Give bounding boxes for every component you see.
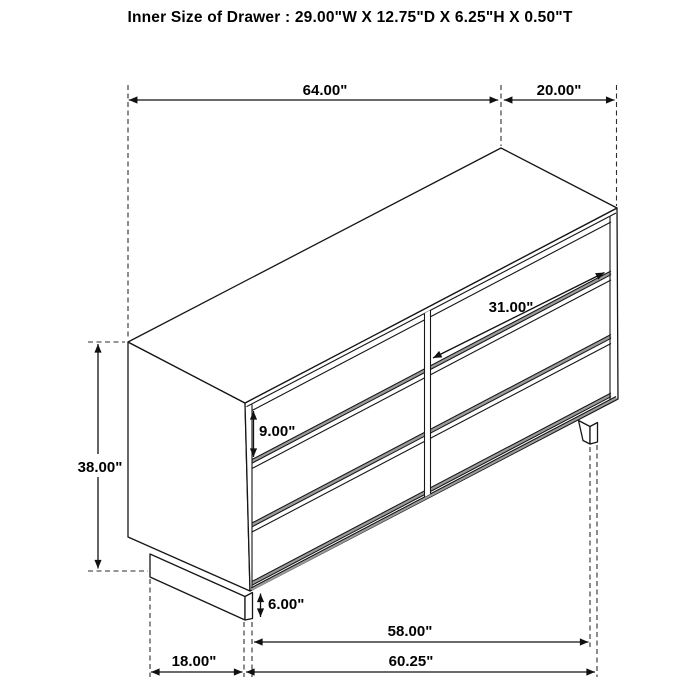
front-left-leg (245, 593, 253, 621)
dim-label-drawer-width: 31.00" (488, 299, 534, 316)
drawer-divider-face (425, 310, 431, 497)
dim-label-overall-width: 64.00" (302, 82, 348, 99)
dresser-drawing (128, 148, 618, 620)
dim-label-overall-height: 38.00" (77, 459, 123, 476)
dim-label-base-inner-width: 58.00" (387, 623, 433, 640)
dim-label-overall-depth: 20.00" (536, 82, 582, 99)
right-leg-front-face (590, 423, 598, 445)
right-leg-side-face (579, 421, 591, 445)
dim-label-base-depth: 18.00" (171, 653, 217, 670)
dim-label-base-width: 60.25" (388, 653, 434, 670)
page-title: Inner Size of Drawer : 29.00"W X 12.75"D X 6.25"H X 0.50"T (127, 9, 573, 26)
drawer-divider (425, 310, 431, 497)
dim-label-base-height: 6.00" (268, 596, 305, 613)
dim-label-drawer-height: 9.00" (259, 423, 296, 440)
